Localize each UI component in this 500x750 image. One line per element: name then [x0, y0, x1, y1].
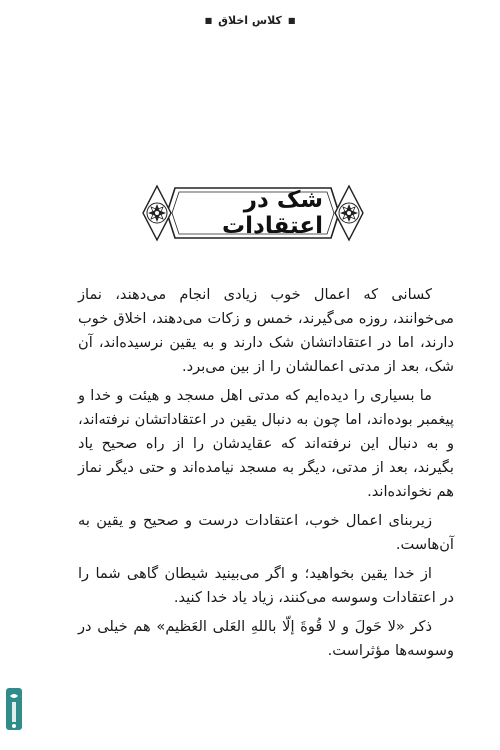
header-marker-right: ■: [287, 15, 296, 25]
running-header: [0, 14, 500, 27]
paragraph: از خدا یقین بخواهید؛ و اگر می‌بینید شیطان گاهی شما را در اعتقادات وسوسه می‌کنند، زیاد یاد خدا کنید.: [78, 565, 454, 606]
running-title: کلاس اخلاق: [218, 14, 282, 27]
publisher-logo-icon: [4, 686, 24, 732]
paragraph: کسانی که اعمال خوب زیادی انجام می‌دهند، نماز می‌خوانند، روزه می‌گیرند، خمس و زکات می‌دهند، اخلاق خوب دارند، اما در اعتقاداتشان شک دارند و به یقین نرسیده‌اند، آن شک، بعد از مدتی اعمالشان را از بین می‌برد.: [78, 286, 454, 375]
paragraph: ذکر «لا حَولَ و لا قُوةَ إلّا باللهِ العَلی العَظیم» هم خیلی در وسوسه‌ها مؤثراست.: [78, 618, 454, 659]
paragraph: ما بسیاری را دیده‌ایم که مدتی اهل مسجد و هیئت و خدا و پیغمبر بوده‌اند، اما چون به دنبال یقین در اعتقاداتشان نرفته‌اند، و به دنبال این نرفته‌اند که عقایدشان را از راه صحیح یاد بگیرند، بعد از مدتی، دیگر به مسجد نیامده‌اند و حتی دیگر نماز هم نخوانده‌اند.: [78, 387, 454, 500]
body-text: [78, 283, 454, 663]
left-rosette-icon: [143, 186, 171, 240]
chapter-title: شک در اعتقادات: [222, 187, 323, 239]
header-marker-left: ■: [204, 15, 213, 25]
right-rosette-icon: [335, 186, 363, 240]
paragraph: زیربنای اعمال خوب، اعتقادات درست و صحیح و یقین به آن‌هاست.: [78, 512, 454, 553]
chapter-title-banner: [135, 180, 371, 246]
